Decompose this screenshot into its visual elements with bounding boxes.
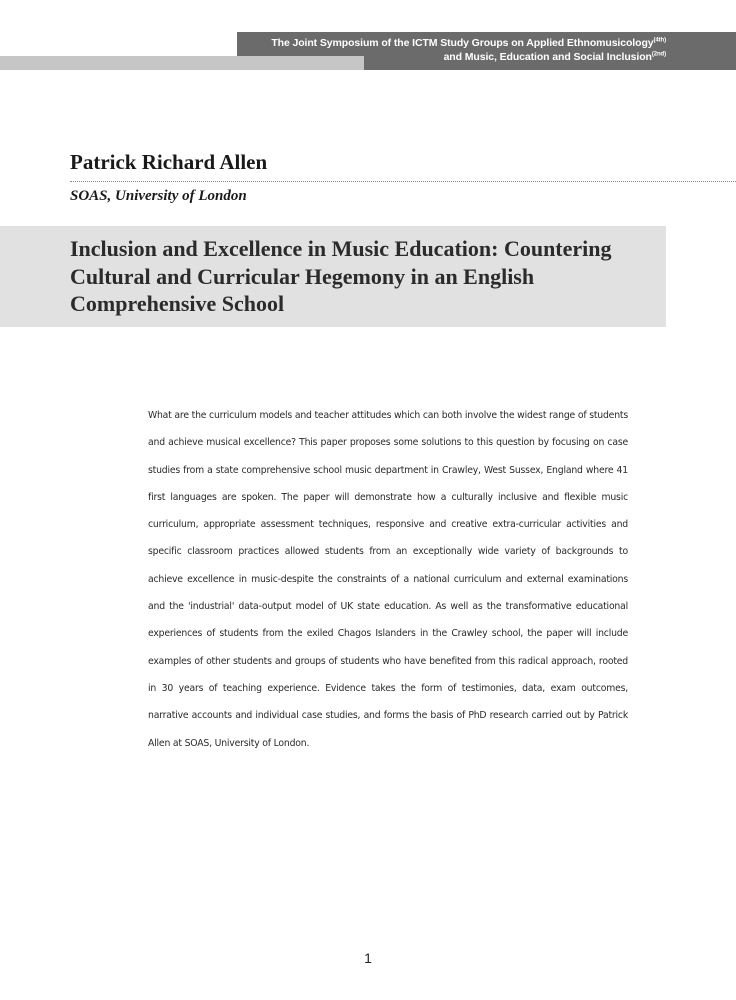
- paper-title: Inclusion and Excellence in Music Education: Countering Cultural and Curricular Hegemony in an English Comprehensive School: [70, 236, 612, 316]
- header-line-2-text: and Music, Education and Social Inclusion: [443, 51, 652, 63]
- abstract-text: What are the curriculum models and teacher attitudes which can both involve the widest range of students and achieve musical excellence? This paper proposes some solutions to this question by focusing on case studies from a state comprehensive school music department in Crawley, West Sussex, England where 41 first languages are spoken. The paper will demonstrate how a culturally inclusive and flexible music curriculum, appropriate assessment techniques, responsive and creative extra-curricular activities and specific classroom practices allowed students from an exceptionally wide variety of backgrounds to achieve excellence in music-despite the constraints of a national curriculum and external examinations and the 'industrial' data-output model of UK state education. As well as the transformative educational experiences of students from the exiled Chagos Islanders in the Crawley school, the paper will include examples of other students and groups of students who have benefited from this radical approach, rooted in 30 years of teaching experience. Evidence takes the form of testimonies, data, exam outcomes, narrative accounts and individual case studies, and forms the basis of PhD research carried out by Patrick Allen at SOAS, University of London.: [148, 410, 628, 749]
- author-affiliation: SOAS, University of London: [70, 188, 247, 204]
- header-line-1-superscript: (4th): [653, 37, 666, 44]
- author-name: Patrick Richard Allen: [70, 150, 268, 174]
- header-line-1-text: The Joint Symposium of the ICTM Study Groups on Applied Ethnomusicology: [271, 37, 654, 49]
- running-header-line-1: [271, 36, 666, 50]
- header-line-2-superscript: (2nd): [651, 51, 666, 58]
- running-header: [271, 36, 666, 64]
- running-header-line-2: [271, 50, 666, 64]
- author-divider: [70, 181, 736, 182]
- page-number: 1: [364, 950, 372, 966]
